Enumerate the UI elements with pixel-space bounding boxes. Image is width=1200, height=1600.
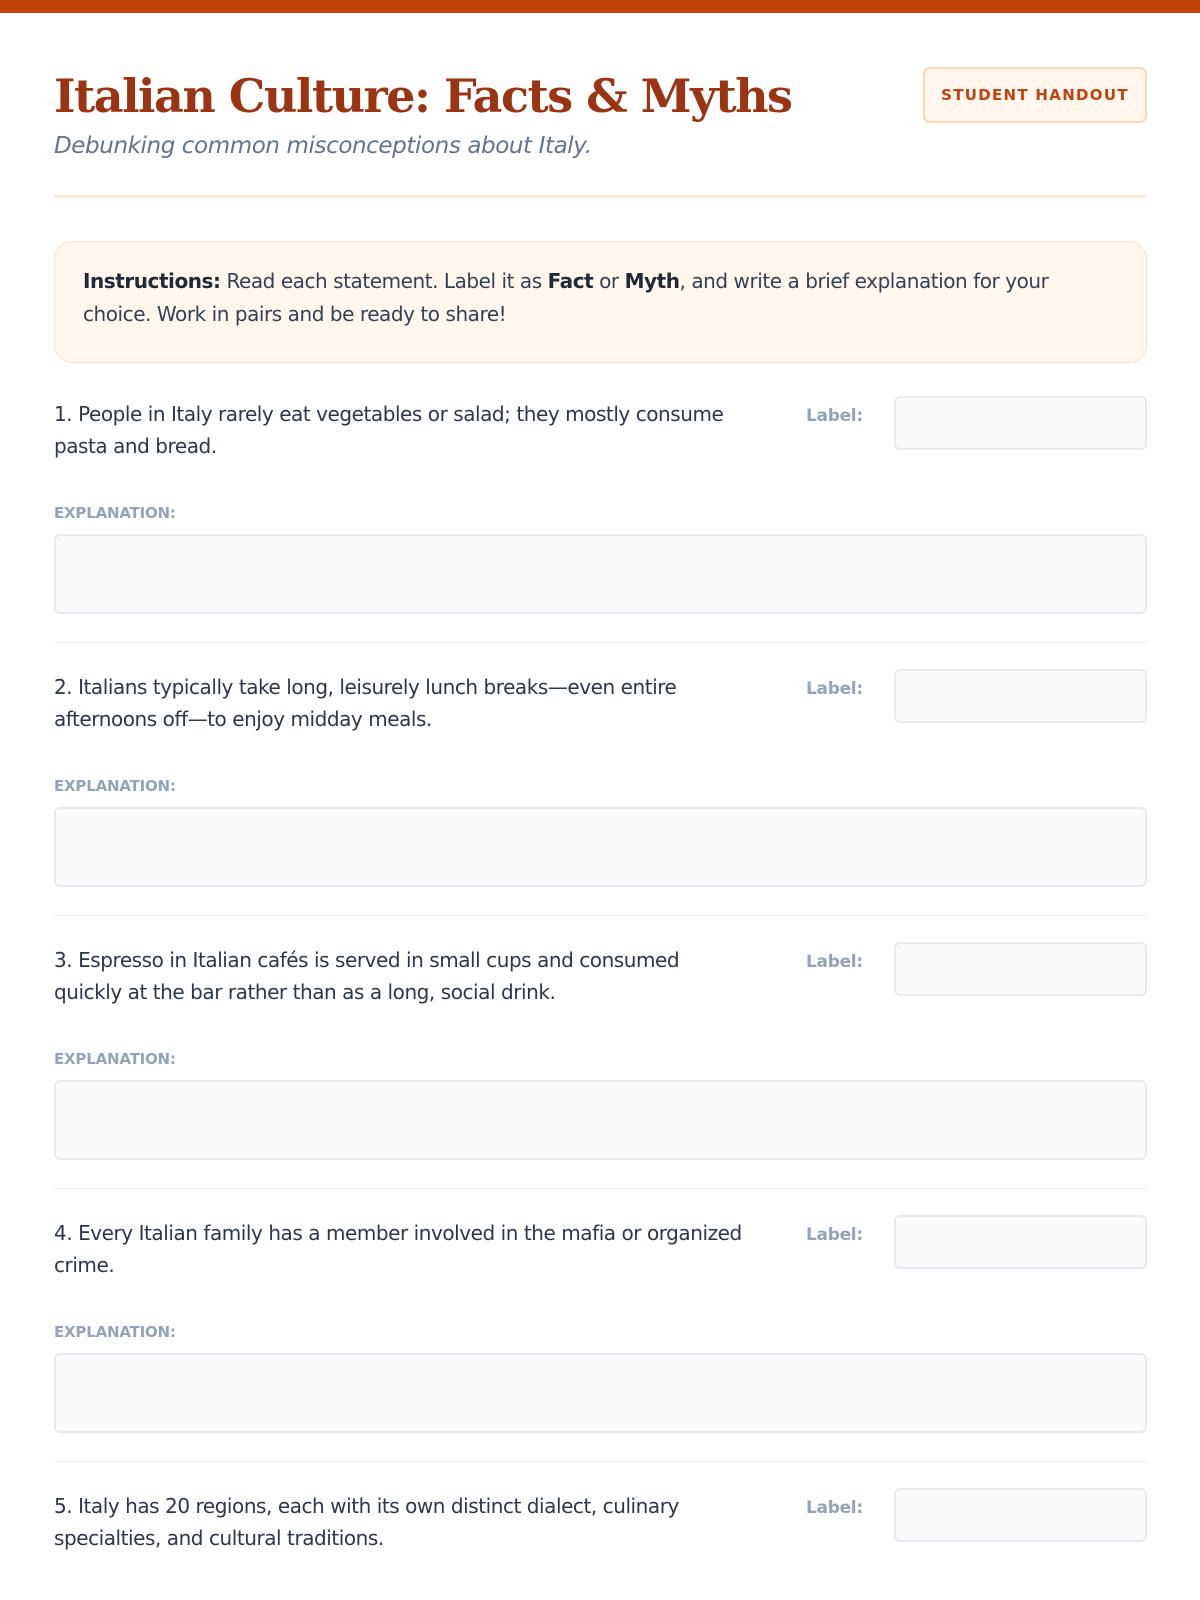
label-caption: Label: xyxy=(806,1498,863,1518)
instructions-myth: Myth xyxy=(624,269,680,293)
page-title: Italian Culture: Facts & Myths xyxy=(54,69,792,123)
question-text: 4. Every Italian family has a member involved in the mafia or organized crime. xyxy=(54,1221,742,1277)
label-input[interactable] xyxy=(894,1215,1147,1269)
explanation-caption: EXPLANATION: xyxy=(54,1323,176,1341)
instructions-text-1: Read each statement. Label it as xyxy=(220,269,548,293)
explanation-caption: EXPLANATION: xyxy=(54,1050,176,1068)
question-divider xyxy=(54,1461,1147,1462)
explanation-input[interactable] xyxy=(54,1080,1147,1160)
explanation-caption: EXPLANATION: xyxy=(54,504,176,522)
top-accent-bar xyxy=(0,0,1200,13)
label-input[interactable] xyxy=(894,669,1147,723)
label-caption: Label: xyxy=(806,1225,863,1245)
label-input[interactable] xyxy=(894,942,1147,996)
student-handout-badge: STUDENT HANDOUT xyxy=(923,67,1147,123)
label-caption: Label: xyxy=(806,679,863,699)
question-text: 2. Italians typically take long, leisurely lunch breaks—even entire afternoons off—to enjoy midday meals. xyxy=(54,675,677,731)
question-divider xyxy=(54,1188,1147,1189)
explanation-caption: EXPLANATION: xyxy=(54,777,176,795)
instructions-text-2: or xyxy=(593,269,625,293)
label-caption: Label: xyxy=(806,952,863,972)
instructions-text-3: , and write a brief explanation for your choice. Work in pairs and be ready to share! xyxy=(83,269,1049,326)
explanation-input[interactable] xyxy=(54,1353,1147,1433)
question-text: 1. People in Italy rarely eat vegetables or salad; they mostly consume pasta and bread. xyxy=(54,402,724,458)
question-text: 5. Italy has 20 regions, each with its own distinct dialect, culinary specialties, and cultural traditions. xyxy=(54,1494,679,1550)
question-divider xyxy=(54,642,1147,643)
page-header xyxy=(54,13,1147,198)
instructions-fact: Fact xyxy=(547,269,594,293)
label-caption: Label: xyxy=(806,406,863,426)
explanation-input[interactable] xyxy=(54,807,1147,887)
handout-page xyxy=(54,13,1147,1550)
question-text: 3. Espresso in Italian cafés is served in small cups and consumed quickly at the bar rather than as a long, social drink. xyxy=(54,948,680,1004)
page-subtitle: Debunking common misconceptions about Italy. xyxy=(54,133,592,159)
label-input[interactable] xyxy=(894,396,1147,450)
explanation-input[interactable] xyxy=(54,534,1147,614)
instructions-box xyxy=(54,241,1147,363)
instructions-lead: Instructions: xyxy=(83,269,221,293)
label-input[interactable] xyxy=(894,1488,1147,1542)
question-divider xyxy=(54,915,1147,916)
